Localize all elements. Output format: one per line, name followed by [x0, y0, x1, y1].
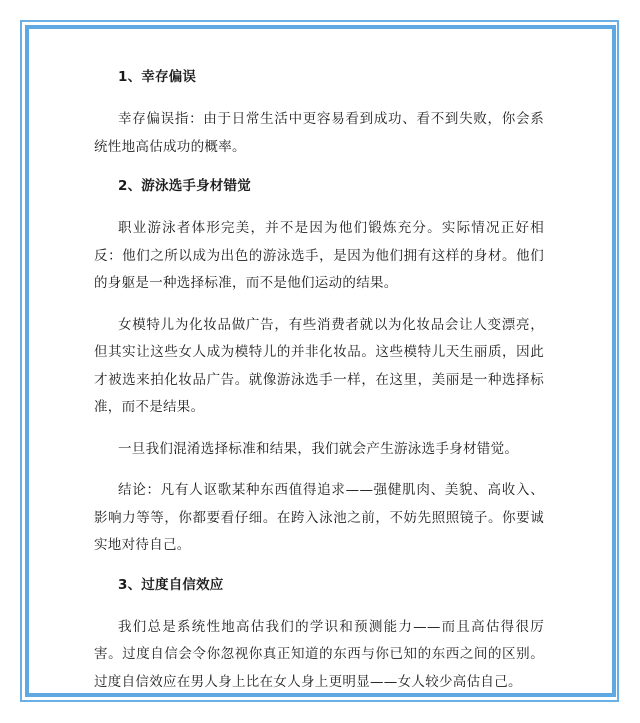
section-survivorship-bias — [94, 66, 544, 161]
section-heading: 2、游泳选手身材错觉 — [118, 178, 251, 194]
paragraph: 结论：凡有人讴歌某种东西值得追求——强健肌肉、美貌、高收入、影响力等等，你都要看仔细。在跨入泳池之前，不妨先照照镜子。你要诚实地对待自己。 — [94, 482, 544, 553]
paragraph: 女模特儿为化妆品做广告，有些消费者就以为化妆品会让人变漂亮，但其实让这些女人成为模特儿的并非化妆品。这些模特儿天生丽质，因此才被选来拍化妆品广告。就像游泳选手一样，在这里，美丽是一种选择标准，而不是结果。 — [94, 316, 544, 415]
section-heading: 1、幸存偏误 — [118, 69, 197, 85]
section-overconfidence-effect — [94, 574, 544, 697]
section-heading: 3、过度自信效应 — [118, 576, 224, 593]
paragraph: 职业游泳者体形完美，并不是因为他们锻炼充分。实际情况正好相反：他们之所以成为出色的游泳选手，是因为他们拥有这样的身材。他们的身躯是一种选择标准，而不是他们运动的结果。 — [94, 220, 544, 291]
section-swimmer-body-illusion — [94, 175, 544, 560]
paragraph: 幸存偏误指：由于日常生活中更容易看到成功、看不到失败，你会系统性地高估成功的概率。 — [94, 111, 544, 155]
article-content — [94, 66, 544, 710]
paragraph: 我们总是系统性地高估我们的学识和预测能力——而且高估得很厉害。过度自信会令你忽视你真正知道的东西与你已知的东西之间的区别。过度自信效应在男人身上比在女人身上更明显——女人较少高估自己。 — [94, 618, 544, 690]
paragraph: 一旦我们混淆选择标准和结果，我们就会产生游泳选手身材错觉。 — [118, 440, 519, 457]
